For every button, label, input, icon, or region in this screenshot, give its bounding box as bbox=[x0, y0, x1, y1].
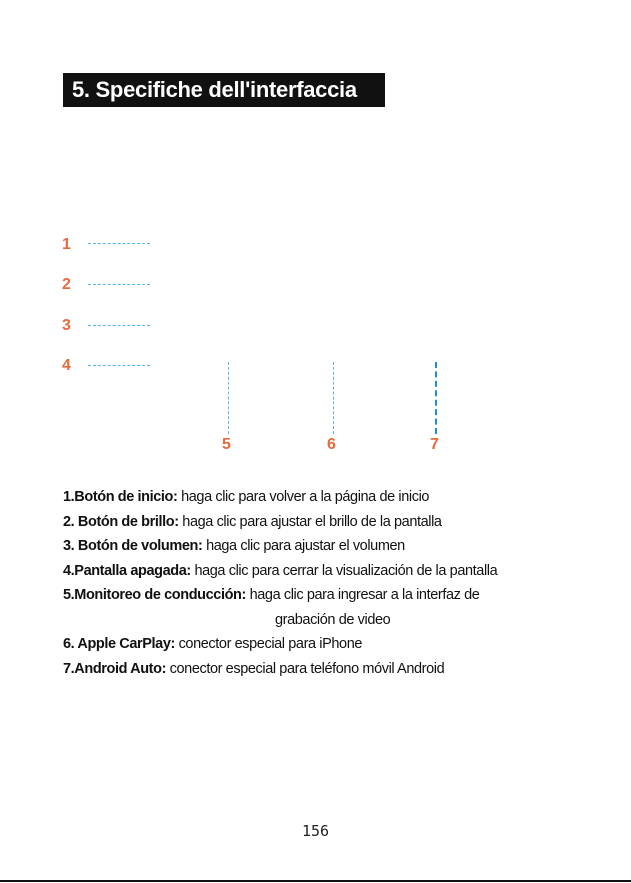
bottom-rule bbox=[0, 880, 631, 882]
legend-term: 5.Monitoreo de conducción: bbox=[63, 587, 246, 603]
legend-term: 2. Botón de brillo: bbox=[63, 513, 179, 530]
legend-text: haga clic para ajustar el volumen bbox=[206, 538, 405, 554]
leader-line-5 bbox=[228, 362, 229, 434]
leader-line-2 bbox=[88, 284, 150, 285]
legend-text: conector especial para iPhone bbox=[178, 636, 363, 652]
page-number: 156 bbox=[301, 822, 330, 840]
section-title: 5. Specifiche dell'interfaccia bbox=[63, 73, 385, 107]
legend-term: 4.Pantalla apagada: bbox=[63, 562, 191, 579]
callout-number-1: 1 bbox=[62, 236, 71, 253]
leader-line-7 bbox=[435, 362, 437, 434]
callout-number-3: 3 bbox=[62, 317, 71, 334]
legend-text: haga clic para ajustar el brillo de la pantalla bbox=[182, 513, 442, 530]
legend-list bbox=[63, 485, 623, 681]
legend-text: haga clic para ingresar a la interfaz de bbox=[249, 587, 480, 603]
callout-number-6: 6 bbox=[327, 436, 336, 453]
legend-term: 1.Botón de inicio: bbox=[63, 489, 178, 505]
callout-number-7: 7 bbox=[430, 436, 439, 453]
callout-number-2: 2 bbox=[62, 276, 71, 293]
legend-term: 3. Botón de volumen: bbox=[63, 538, 203, 554]
legend-item bbox=[63, 559, 623, 584]
legend-text: haga clic para cerrar la visualización de la pantalla bbox=[194, 562, 498, 579]
leader-line-3 bbox=[88, 325, 150, 326]
legend-text: haga clic para volver a la página de inicio bbox=[181, 489, 430, 505]
leader-line-1 bbox=[88, 243, 150, 244]
legend-item bbox=[63, 632, 623, 657]
legend-term: 6. Apple CarPlay: bbox=[63, 636, 175, 652]
leader-line-4 bbox=[88, 365, 150, 366]
legend-text: conector especial para teléfono móvil Android bbox=[169, 660, 445, 677]
legend-item bbox=[63, 583, 623, 608]
legend-item bbox=[63, 510, 623, 535]
legend-item bbox=[63, 534, 623, 559]
callout-number-4: 4 bbox=[62, 357, 71, 374]
legend-item bbox=[63, 485, 623, 510]
legend-item-continuation: grabación de video bbox=[275, 611, 391, 628]
callout-number-5: 5 bbox=[222, 436, 231, 453]
leader-line-6 bbox=[333, 362, 334, 434]
legend-term: 7.Android Auto: bbox=[63, 660, 166, 677]
legend-item bbox=[63, 657, 623, 682]
